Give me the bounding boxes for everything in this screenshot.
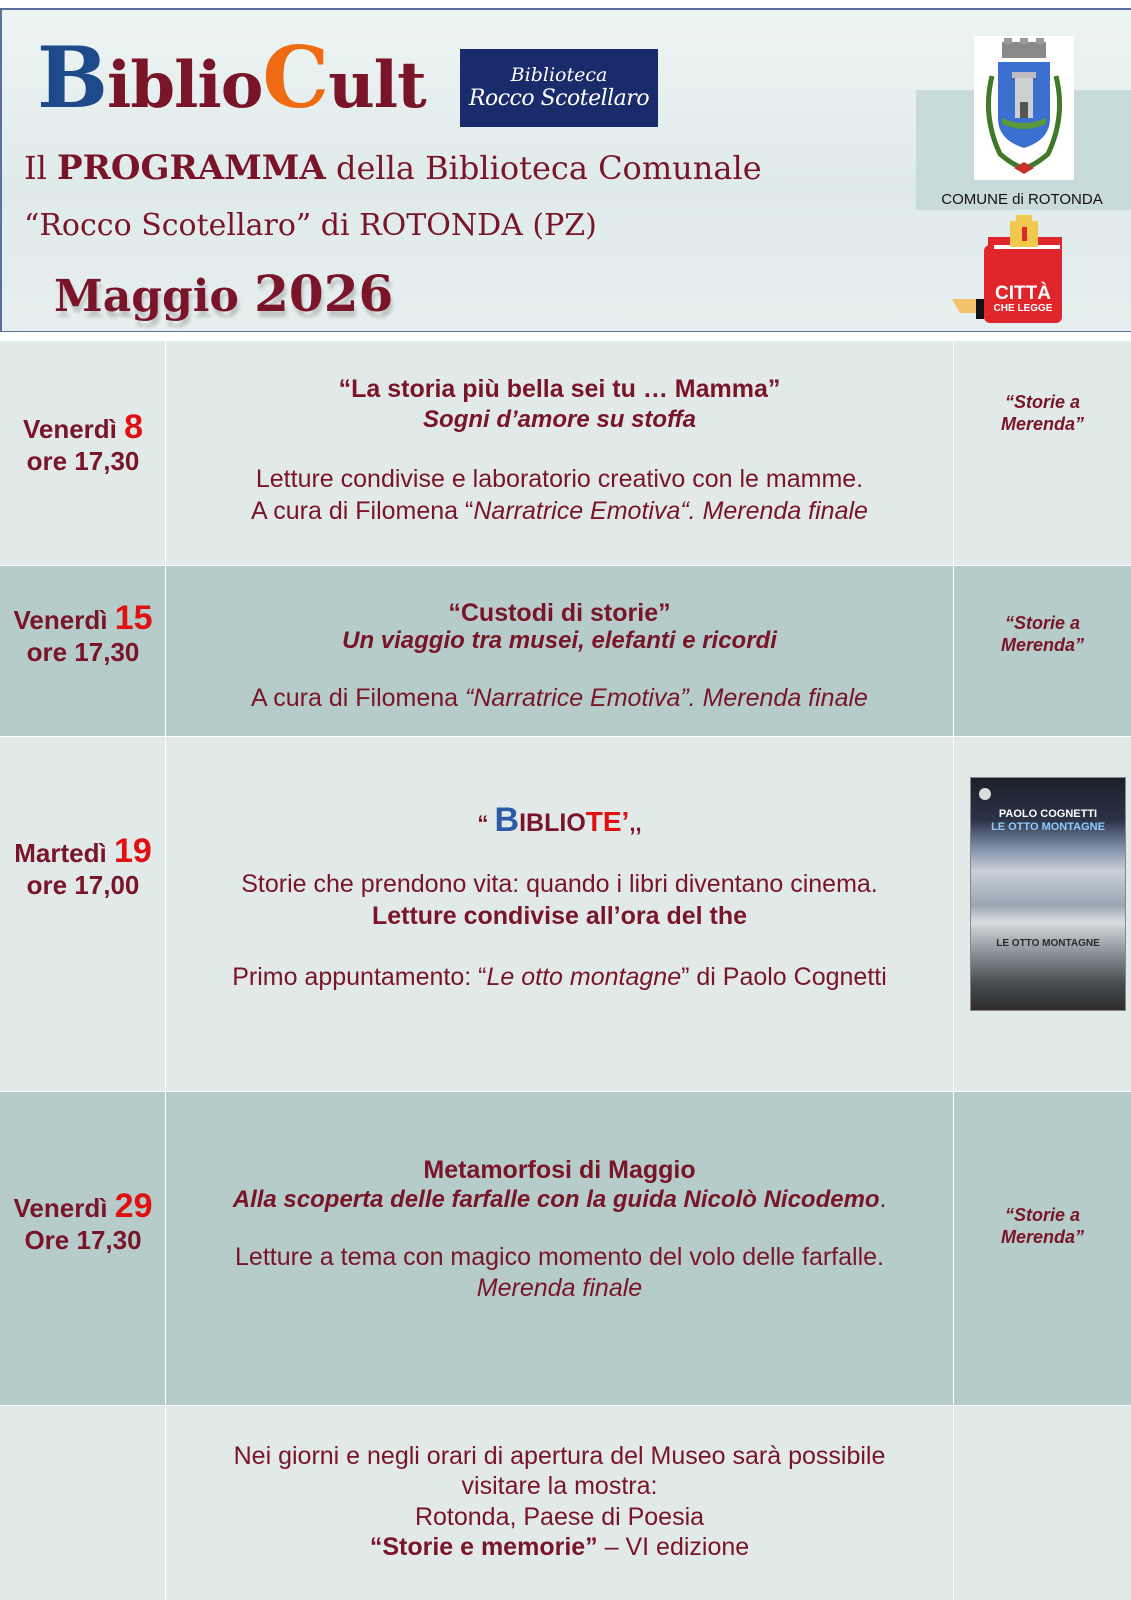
event-time: ore 17,30 bbox=[26, 446, 140, 476]
event-row bbox=[0, 340, 1131, 565]
bibliote-b: B bbox=[494, 801, 520, 839]
event-date-cell bbox=[0, 1092, 166, 1405]
exhibition-title: Rotonda, Paese di Poesia bbox=[414, 1503, 705, 1531]
event-series-cell bbox=[954, 566, 1131, 736]
event-curator-italic: Narratrice Emotiva“. Merenda finale bbox=[473, 497, 868, 525]
exhibition-name: “Storie e memorie” bbox=[369, 1533, 598, 1561]
title-programma: PROGRAMMA bbox=[57, 148, 326, 188]
event-date-cell bbox=[0, 737, 166, 1091]
logo-letter-c: C bbox=[262, 28, 329, 127]
series-label: “Storie a Merenda” bbox=[1000, 1205, 1085, 1247]
exhibition-cell bbox=[166, 1406, 954, 1600]
event-day-number: 19 bbox=[113, 832, 152, 870]
empty-date-cell bbox=[0, 1406, 166, 1600]
event-series-cell bbox=[954, 737, 1131, 1091]
event-subtitle: Un viaggio tra musei, elefanti e ricordi bbox=[342, 627, 777, 654]
event-day-number: 29 bbox=[114, 1187, 153, 1225]
month-heading bbox=[54, 264, 393, 323]
event-day: Venerdì bbox=[13, 605, 108, 635]
bibliote-quote-open: “ bbox=[477, 811, 495, 836]
month-year: 2026 bbox=[254, 264, 394, 323]
event-curator bbox=[166, 497, 953, 526]
event-time: ore 17,30 bbox=[26, 637, 140, 667]
event-subtitle bbox=[166, 1186, 953, 1214]
program-subtitle: “Rocco Scotellaro” di ROTONDA (PZ) bbox=[24, 208, 597, 243]
appointment-suffix: ” di Paolo Cognetti bbox=[681, 963, 887, 991]
event-curator-prefix: A cura di Filomena bbox=[251, 684, 466, 712]
title-rest: della Biblioteca Comunale bbox=[335, 149, 762, 187]
event-date-cell bbox=[0, 341, 166, 565]
month-name: Maggio bbox=[54, 271, 239, 322]
event-row bbox=[0, 565, 1131, 736]
event-merenda: Merenda finale bbox=[476, 1274, 643, 1302]
citta-logo-line2: CHE LEGGE bbox=[993, 303, 1053, 314]
event-description-cell bbox=[166, 737, 954, 1091]
bibliote-quote-close: ,, bbox=[629, 811, 642, 836]
library-logo bbox=[460, 49, 658, 127]
event-description: Letture a tema con magico momento del volo delle farfalle. bbox=[235, 1243, 884, 1271]
event-curator-italic: “Narratrice Emotiva”. Merenda finale bbox=[465, 684, 868, 712]
bibliote-title bbox=[166, 801, 953, 840]
appointment-prefix: Primo appuntamento: “ bbox=[232, 963, 487, 991]
exhibition-line1: Nei giorni e negli orari di apertura del Museo sarà possibile bbox=[233, 1442, 886, 1470]
event-date-cell bbox=[0, 566, 166, 736]
comune-label: COMUNE di ROTONDA bbox=[941, 191, 1103, 208]
event-row bbox=[0, 1091, 1131, 1405]
event-description-cell bbox=[166, 566, 954, 736]
library-logo-line1: Biblioteca bbox=[510, 64, 608, 86]
exhibition-edition-text: – VI edizione bbox=[597, 1533, 750, 1561]
library-logo-line2: Rocco Scotellaro bbox=[468, 86, 650, 111]
event-day-number: 15 bbox=[114, 599, 153, 637]
event-row bbox=[0, 736, 1131, 1091]
event-subtitle: Sogni d’amore su stoffa bbox=[423, 406, 696, 433]
series-label: “Storie a Merenda” bbox=[1000, 613, 1085, 655]
appointment-book-title: Le otto montagne bbox=[486, 963, 682, 991]
event-curator-prefix: A cura di Filomena “ bbox=[251, 497, 474, 525]
event-title: “La storia più bella sei tu … Mamma” bbox=[338, 375, 781, 403]
book-cover-title: LE OTTO MONTAGNE bbox=[991, 821, 1105, 833]
event-day: Venerdì bbox=[22, 414, 117, 444]
empty-side-cell bbox=[954, 1406, 1131, 1600]
logo-ult: ult bbox=[328, 48, 426, 123]
series-label: “Storie a Merenda” bbox=[1000, 392, 1085, 434]
bibliote-iblio: IBLIO bbox=[519, 809, 586, 837]
event-day: Martedì bbox=[14, 838, 107, 868]
citta-logo-line1: CITTÀ bbox=[995, 283, 1051, 304]
event-first-appointment bbox=[166, 963, 953, 992]
book-cover-image bbox=[970, 777, 1126, 1011]
event-subtitle: Letture condivise all’ora del the bbox=[371, 902, 748, 930]
logo-letter-b: B bbox=[37, 28, 107, 127]
citta-che-legge-logo bbox=[952, 215, 1064, 333]
event-subtitle-end: . bbox=[879, 1186, 887, 1213]
event-subtitle-text: Alla scoperta delle farfalle con la guida Nicolò Nicodemo bbox=[232, 1186, 880, 1213]
event-description: Storie che prendono vita: quando i libri diventano cinema. bbox=[241, 870, 878, 898]
event-day: Venerdì bbox=[13, 1193, 108, 1223]
event-day-number: 8 bbox=[124, 408, 144, 446]
header bbox=[0, 8, 1131, 332]
event-series-cell bbox=[954, 1092, 1131, 1405]
exhibition-line2: visitare la mostra: bbox=[461, 1472, 658, 1500]
exhibition-row bbox=[0, 1405, 1131, 1600]
publisher-icon bbox=[979, 788, 991, 800]
book-cover-film-title: LE OTTO MONTAGNE bbox=[996, 938, 1100, 949]
event-series-cell bbox=[954, 341, 1131, 565]
event-description-cell bbox=[166, 341, 954, 565]
coat-of-arms-icon bbox=[974, 36, 1074, 180]
event-curator bbox=[166, 684, 953, 713]
bibliote-te: TE’ bbox=[585, 806, 630, 837]
program-title bbox=[24, 148, 762, 188]
event-title: Metamorfosi di Maggio bbox=[423, 1156, 696, 1184]
bibliocult-logo bbox=[37, 28, 426, 127]
event-description: Letture condivise e laboratorio creativo con le mamme. bbox=[255, 465, 864, 493]
event-title: “Custodi di storie” bbox=[448, 599, 671, 627]
event-time: Ore 17,30 bbox=[24, 1225, 142, 1255]
title-il: Il bbox=[24, 149, 47, 187]
event-description-cell bbox=[166, 1092, 954, 1405]
logo-iblio: iblio bbox=[107, 48, 263, 123]
event-time: ore 17,00 bbox=[26, 870, 140, 900]
book-cover-author: PAOLO COGNETTI bbox=[998, 808, 1098, 820]
exhibition-edition bbox=[166, 1533, 953, 1562]
